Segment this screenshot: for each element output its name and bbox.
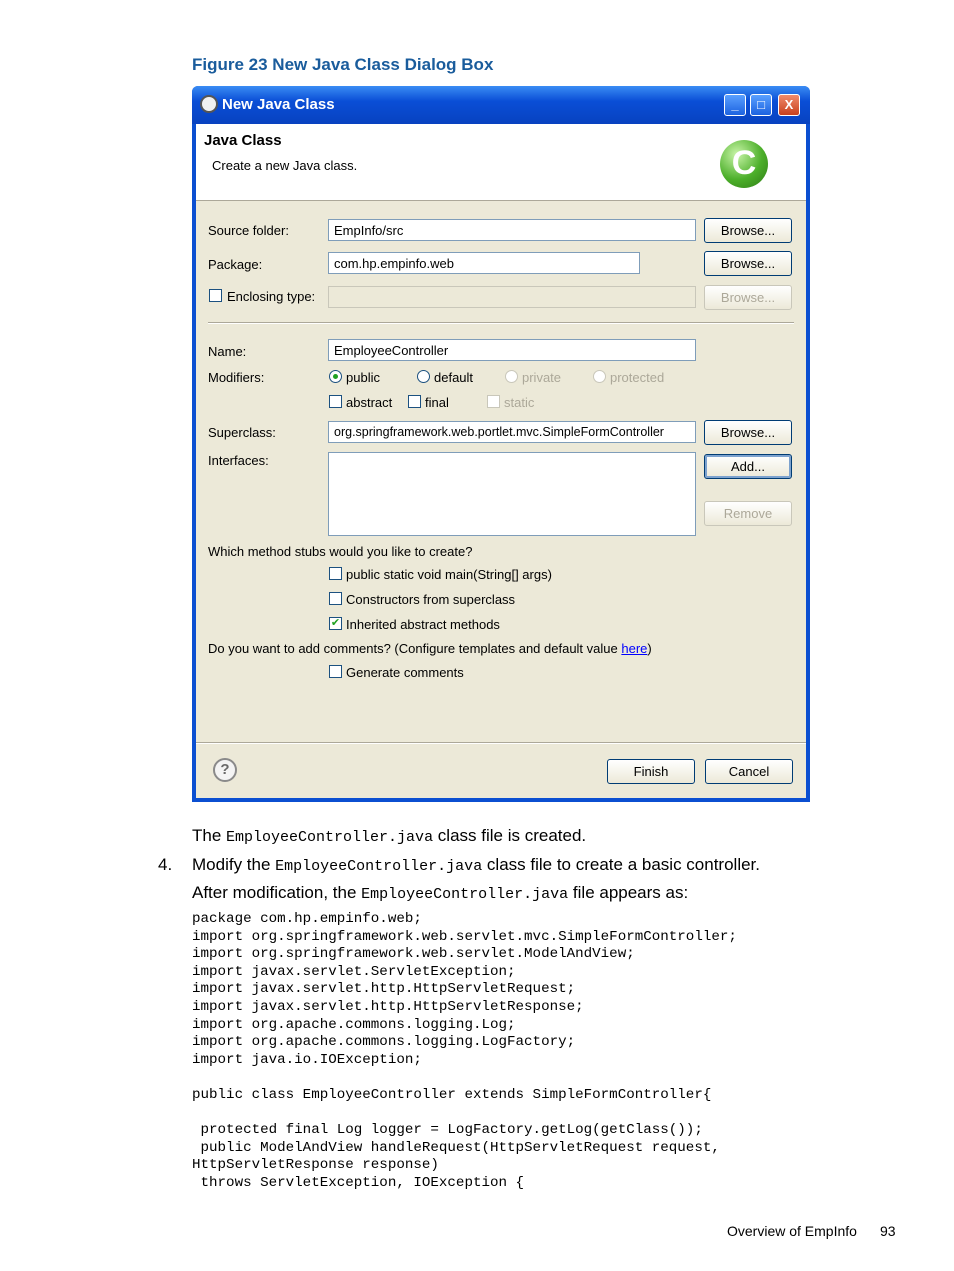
step-number: 4. [158, 855, 173, 874]
configure-templates-link[interactable]: here [621, 641, 648, 656]
after-text-a: After modification, the [192, 883, 362, 902]
cancel-button[interactable]: Cancel [705, 759, 793, 784]
enclosing-type-browse-button: Browse... [704, 285, 792, 310]
modifier-default-label: default [434, 370, 474, 385]
source-folder-input[interactable]: EmpInfo/src [328, 219, 696, 241]
radio-selected-dot [333, 374, 338, 379]
name-label: Name: [208, 344, 247, 359]
modifiers-label: Modifiers: [208, 370, 265, 385]
page-number: 93 [880, 1223, 896, 1239]
interfaces-label: Interfaces: [208, 453, 269, 468]
stub-main-checkbox[interactable] [329, 567, 342, 580]
java-class-icon [720, 140, 768, 188]
modifier-default-radio[interactable] [417, 370, 430, 383]
modifier-protected-label: protected [610, 370, 665, 385]
step-code: EmployeeController.java [275, 858, 483, 875]
step-text [192, 855, 760, 875]
source-folder-label: Source folder: [208, 223, 289, 238]
name-input[interactable]: EmployeeController [328, 339, 696, 361]
remove-interface-button: Remove [704, 501, 792, 526]
stub-inherited-checkbox[interactable]: ✔ [330, 617, 341, 629]
stub-constructors-checkbox[interactable] [329, 592, 342, 605]
modifier-public-radio[interactable] [329, 370, 342, 383]
superclass-input[interactable]: org.springframework.web.portlet.mvc.SimpleFormController [328, 421, 696, 443]
modifier-abstract-checkbox[interactable] [329, 395, 342, 408]
java-class-icon-letter: C [731, 144, 757, 182]
modifier-final-checkbox[interactable] [408, 395, 421, 408]
p1-code: EmployeeController.java [226, 829, 434, 846]
header-subtitle: Create a new Java class. [212, 158, 358, 173]
add-interface-button[interactable]: Add... [704, 454, 792, 479]
figure-caption: Figure 23 New Java Class Dialog Box [192, 55, 494, 74]
modifier-public-label: public [346, 370, 380, 385]
dialog-client [196, 124, 806, 798]
dialog-header [196, 124, 806, 201]
paragraph-created [192, 826, 586, 846]
modifier-private-radio [505, 370, 518, 383]
modifier-final-label: final [425, 395, 449, 410]
package-label: Package: [208, 257, 263, 272]
help-icon[interactable]: ? [213, 758, 237, 782]
enclosing-type-label: Enclosing type: [227, 289, 316, 304]
new-java-class-dialog [192, 86, 810, 802]
source-folder-browse-button[interactable]: Browse... [704, 218, 792, 243]
comments-question [208, 641, 652, 656]
modifier-static-checkbox [487, 395, 500, 408]
comments-question-text: Do you want to add comments? (Configure templates and default value [208, 641, 622, 656]
step-text-a: Modify the [192, 855, 276, 874]
comments-question-close: ) [647, 641, 652, 656]
title-bar[interactable] [192, 86, 810, 124]
stub-constructors-label: Constructors from superclass [346, 592, 516, 607]
generate-comments-checkbox[interactable] [329, 665, 342, 678]
enclosing-type-input [328, 286, 696, 308]
modifier-abstract-label: abstract [346, 395, 393, 410]
dialog-title: New Java Class [222, 96, 335, 113]
enclosing-type-checkbox[interactable] [209, 289, 222, 302]
modifier-static-label: static [504, 395, 535, 410]
stub-main-label: public static void main(String[] args) [346, 567, 552, 582]
p1-text-a: The [192, 826, 227, 845]
stub-inherited-label: Inherited abstract methods [346, 617, 500, 632]
after-text-b: file appears as: [568, 883, 689, 902]
modifier-protected-radio [593, 370, 606, 383]
step-text-b: class file to create a basic controller. [482, 855, 760, 874]
header-title: Java Class [204, 132, 282, 149]
close-button[interactable]: X [778, 94, 800, 116]
footer-section: Overview of EmpInfo [727, 1223, 857, 1239]
stubs-question: Which method stubs would you like to create? [208, 544, 473, 559]
modifier-private-label: private [522, 370, 562, 385]
p1-text-b: class file is created. [433, 826, 587, 845]
package-input[interactable]: com.hp.empinfo.web [328, 252, 640, 274]
interfaces-list[interactable] [328, 452, 696, 536]
superclass-label: Superclass: [208, 425, 276, 440]
package-browse-button[interactable]: Browse... [704, 251, 792, 276]
after-modification-text [192, 883, 688, 903]
after-code: EmployeeController.java [361, 886, 569, 903]
minimize-button[interactable]: _ [724, 94, 746, 116]
finish-button[interactable]: Finish [607, 759, 695, 784]
eclipse-icon [200, 95, 218, 113]
separator [208, 322, 794, 324]
footer-separator [196, 742, 806, 744]
maximize-button[interactable]: □ [750, 94, 772, 116]
generate-comments-label: Generate comments [346, 665, 464, 680]
superclass-browse-button[interactable]: Browse... [704, 420, 792, 445]
code-listing: package com.hp.empinfo.web; import org.springframework.web.servlet.mvc.SimpleFormController; import org.springframework.web.servlet.ModelAndView; import javax.servlet.ServletException; import javax.servlet.http.HttpServletRequest; import javax.servlet.http.HttpServletResponse; import org.apache.commons.logging.Log; import org.apache.commons.logging.LogFactory; import java.io.IOException; public class EmployeeController extends SimpleFormController{ protected final Log logger = LogFactory.getLog(getClass()); public ModelAndView handleRequest(HttpServletRequest request, HttpServletResponse response) throws ServletException, IOException { [192, 911, 737, 1191]
